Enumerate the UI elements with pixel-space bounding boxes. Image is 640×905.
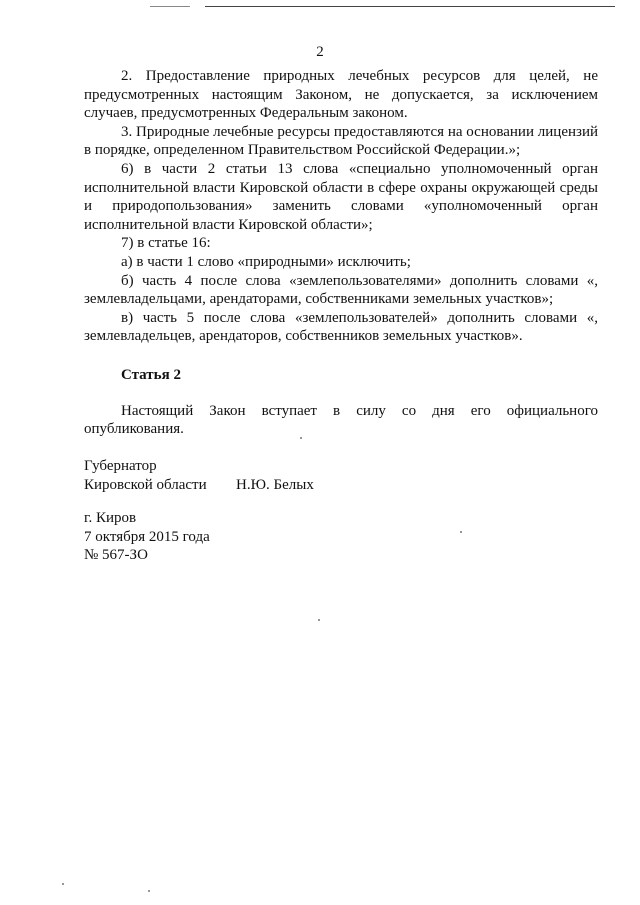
scan-speck bbox=[318, 619, 320, 621]
paragraph-subitem-b: б) часть 4 после слова «землепользователями» дополнить словами «, землевладельцами, арендаторами, собственниками земельных участков»; bbox=[84, 272, 598, 308]
paragraph-subitem-a: а) в части 1 слово «природными» исключить; bbox=[121, 253, 411, 270]
signer-title: Губернатор bbox=[84, 458, 157, 474]
paragraph-item-3: 3. Природные лечебные ресурсы предоставляются на основании лицензий в порядке, определенном Правительством Российской Федерации.»; bbox=[84, 123, 598, 159]
signature-block bbox=[84, 457, 314, 495]
document-date: 7 октября 2015 года bbox=[84, 528, 210, 545]
signer-region: Кировской области bbox=[84, 477, 207, 493]
document-footer bbox=[84, 509, 210, 565]
scan-edge-mark bbox=[150, 6, 190, 7]
scan-speck bbox=[148, 890, 150, 892]
page-number: 2 bbox=[316, 44, 324, 60]
document-number: № 567-ЗО bbox=[84, 547, 148, 563]
paragraph-item-2: 2. Предоставление природных лечебных ресурсов для целей, не предусмотренных настоящим Законом, не допускается, за исключением случаев, предусмотренных Федеральным законом. bbox=[84, 68, 598, 122]
scan-speck bbox=[62, 883, 64, 885]
paragraph-subitem-v: в) часть 5 после слова «землепользователей» дополнить словами «, землевладельцев, арендаторов, собственников земельных участков». bbox=[84, 309, 598, 345]
document-body bbox=[84, 67, 598, 439]
document-place: г. Киров bbox=[84, 510, 137, 526]
scan-speck bbox=[460, 531, 462, 533]
paragraph-item-6: 6) в части 2 статьи 13 слова «специально уполномоченный орган исполнительной власти Кировской области в сфере охраны окружающей среды и природопользования» заменить словами «уполномоченный орган исполнительной власти Кировской области»; bbox=[84, 160, 598, 233]
signer-name: Н.Ю. Белых bbox=[236, 477, 314, 493]
paragraph-item-7: 7) в статье 16: bbox=[121, 235, 211, 252]
scan-speck bbox=[300, 437, 302, 439]
article-text: Настоящий Закон вступает в силу со дня его официального опубликования. bbox=[84, 402, 598, 438]
scan-edge-line bbox=[205, 6, 615, 7]
article-heading: Статья 2 bbox=[121, 366, 181, 383]
